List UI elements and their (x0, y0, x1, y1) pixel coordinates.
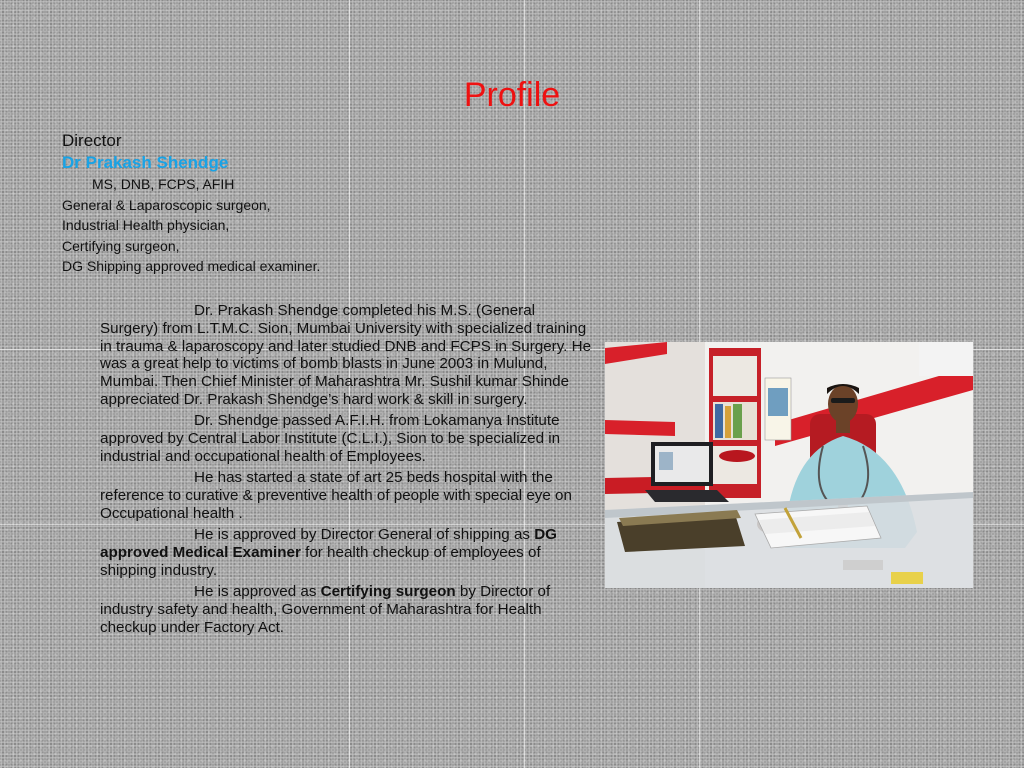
bio-text: by Director of industry safety and health, Government of Maharashtra for Health checkup under Factory Act. (100, 582, 551, 636)
designation-line: Industrial Health physician, (62, 217, 230, 233)
bio-paragraph (100, 583, 592, 636)
doctor-photo-illustration (605, 342, 973, 588)
bio-emphasis: Certifying surgeon (320, 582, 456, 600)
bio-paragraph: Dr. Shendge passed A.F.I.H. from Lokamanya Institute approved by Central Labor Institute (C.L.I.), Sion to be specialized in industrial and occupational health of Employees. (100, 412, 561, 465)
designation-line: General & Laparoscopic surgeon, (62, 196, 271, 213)
doctor-photo (605, 342, 973, 588)
bio-paragraph: He has started a state of art 25 beds hospital with the reference to curative & preventive health of people with special eye on Occupational health . (100, 469, 572, 522)
designation-line: Certifying surgeon, (62, 237, 180, 254)
bio-text: He is approved as (194, 582, 321, 600)
bio-text: He is approved by Director General of shipping as (194, 526, 535, 544)
biography (100, 302, 592, 640)
role-label: Director (62, 131, 122, 150)
bio-text: for health checkup of employees of shipping industry. (100, 543, 541, 579)
page-title: Profile (463, 76, 561, 114)
designation-line: DG Shipping approved medical examiner. (62, 258, 321, 274)
bio-paragraph (100, 526, 592, 579)
doctor-name: Dr Prakash Shendge (62, 153, 229, 172)
qualifications: MS, DNB, FCPS, AFIH (92, 176, 235, 192)
bio-paragraph: Dr. Prakash Shendge completed his M.S. (General Surgery) from L.T.M.C. Sion, Mumbai University with specialized training in trauma & laparoscopy and later studied DNB and FCPS in Surgery. He was a great help to victims of bomb blasts in June 2003 in Mulund, Mumbai. Then Chief Minister of Maharashtra Mr. Sushil kumar Shinde appreciated Dr. Prakash Shendge’s hard work & skill in surgery. (100, 302, 592, 408)
bio-emphasis: DG approved Medical Examiner (100, 526, 557, 561)
profile-header (62, 130, 542, 277)
